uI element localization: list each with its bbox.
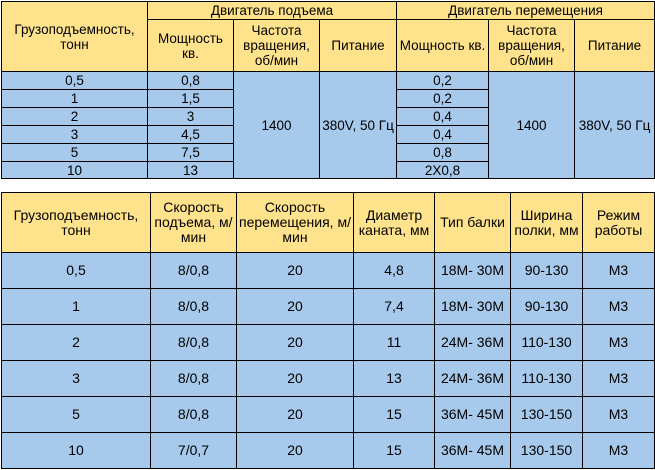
lift-speed-header: Частота вращения, об/мин	[234, 20, 320, 72]
table-row	[2, 397, 655, 433]
duty-mode-cell: M3	[583, 325, 655, 361]
capacity-cell: 3	[2, 126, 148, 144]
travel-power-cell: 0,4	[397, 126, 489, 144]
flange-width-cell: 110-130	[511, 325, 583, 361]
flange-width-cell: 90-130	[511, 253, 583, 289]
duty-mode-cell: M3	[583, 397, 655, 433]
lift-speed-cell: 8/0,8	[151, 325, 237, 361]
rope-diameter-header: Диаметр каната, мм	[354, 193, 435, 253]
beam-type-cell: 18M- 30M	[435, 253, 511, 289]
lift-supply-cell: 380V, 50 Гц	[320, 72, 397, 179]
lift-power-header: Мощность кв.	[148, 20, 234, 72]
lift-speed-cell: 8/0,8	[151, 253, 237, 289]
capacity-cell: 5	[2, 144, 148, 162]
travel-supply-header: Питание	[575, 20, 655, 72]
travel-speed-cell: 20	[237, 361, 354, 397]
capacity-cell: 1	[2, 289, 151, 325]
rope-diameter-cell: 11	[354, 325, 435, 361]
lift-power-cell: 0,8	[148, 72, 234, 90]
travel-motor-header: Двигатель перемещения	[397, 2, 655, 20]
rope-diameter-cell: 15	[354, 397, 435, 433]
capacity-cell: 0,5	[2, 253, 151, 289]
capacity-cell: 1	[2, 90, 148, 108]
lift-power-cell: 3	[148, 108, 234, 126]
hoist-specs-table	[1, 192, 655, 469]
lift-speed-header: Скорость подъема, м/мин	[151, 193, 237, 253]
capacity-cell: 10	[2, 162, 148, 179]
capacity-cell: 5	[2, 397, 151, 433]
lift-motor-header: Двигатель подъема	[148, 2, 397, 20]
travel-speed-cell: 20	[237, 289, 354, 325]
capacity-cell: 0,5	[2, 72, 148, 90]
duty-mode-cell: M3	[583, 253, 655, 289]
rope-diameter-cell: 7,4	[354, 289, 435, 325]
capacity-cell: 2	[2, 108, 148, 126]
table-row	[2, 253, 655, 289]
travel-power-cell: 0,2	[397, 90, 489, 108]
duty-mode-header: Режим работы	[583, 193, 655, 253]
travel-power-cell: 0,8	[397, 144, 489, 162]
flange-width-cell: 130-150	[511, 433, 583, 469]
rope-diameter-cell: 13	[354, 361, 435, 397]
lift-supply-header: Питание	[320, 20, 397, 72]
lift-power-cell: 4,5	[148, 126, 234, 144]
duty-mode-cell: M3	[583, 361, 655, 397]
capacity-header: Грузоподъемность, тонн	[2, 2, 148, 72]
table-row	[2, 433, 655, 469]
table-row	[2, 325, 655, 361]
travel-speed-cell: 20	[237, 397, 354, 433]
travel-power-cell: 0,2	[397, 72, 489, 90]
beam-type-cell: 18M- 30M	[435, 289, 511, 325]
travel-supply-cell: 380V, 50 Гц	[575, 72, 655, 179]
beam-type-cell: 24M- 36M	[435, 361, 511, 397]
travel-power-cell: 0,4	[397, 108, 489, 126]
table-row	[2, 361, 655, 397]
capacity-header: Грузоподъемность, тонн	[2, 193, 151, 253]
lift-speed-cell: 7/0,7	[151, 433, 237, 469]
duty-mode-cell: M3	[583, 433, 655, 469]
flange-width-cell: 110-130	[511, 361, 583, 397]
motor-specs-table	[1, 1, 655, 179]
lift-power-cell: 13	[148, 162, 234, 179]
flange-width-cell: 90-130	[511, 289, 583, 325]
travel-speed-cell: 20	[237, 325, 354, 361]
lift-power-cell: 7,5	[148, 144, 234, 162]
duty-mode-cell: M3	[583, 289, 655, 325]
table-row	[2, 289, 655, 325]
flange-width-cell: 130-150	[511, 397, 583, 433]
travel-power-cell: 2X0,8	[397, 162, 489, 179]
travel-speed-cell: 1400	[489, 72, 575, 179]
beam-type-header: Тип балки	[435, 193, 511, 253]
beam-type-cell: 36M- 45M	[435, 397, 511, 433]
flange-width-header: Ширина полки, мм	[511, 193, 583, 253]
capacity-cell: 3	[2, 361, 151, 397]
travel-speed-header: Частота вращения, об/мин	[489, 20, 575, 72]
lift-speed-cell: 8/0,8	[151, 289, 237, 325]
travel-power-header: Мощность кв.	[397, 20, 489, 72]
travel-speed-cell: 20	[237, 253, 354, 289]
lift-power-cell: 1,5	[148, 90, 234, 108]
travel-speed-cell: 20	[237, 433, 354, 469]
lift-speed-cell: 8/0,8	[151, 361, 237, 397]
beam-type-cell: 24M- 36M	[435, 325, 511, 361]
rope-diameter-cell: 15	[354, 433, 435, 469]
lift-speed-cell: 1400	[234, 72, 320, 179]
travel-speed-header: Скорость перемещения, м/мин	[237, 193, 354, 253]
lift-speed-cell: 8/0,8	[151, 397, 237, 433]
capacity-cell: 2	[2, 325, 151, 361]
capacity-cell: 10	[2, 433, 151, 469]
beam-type-cell: 36M- 45M	[435, 433, 511, 469]
rope-diameter-cell: 4,8	[354, 253, 435, 289]
